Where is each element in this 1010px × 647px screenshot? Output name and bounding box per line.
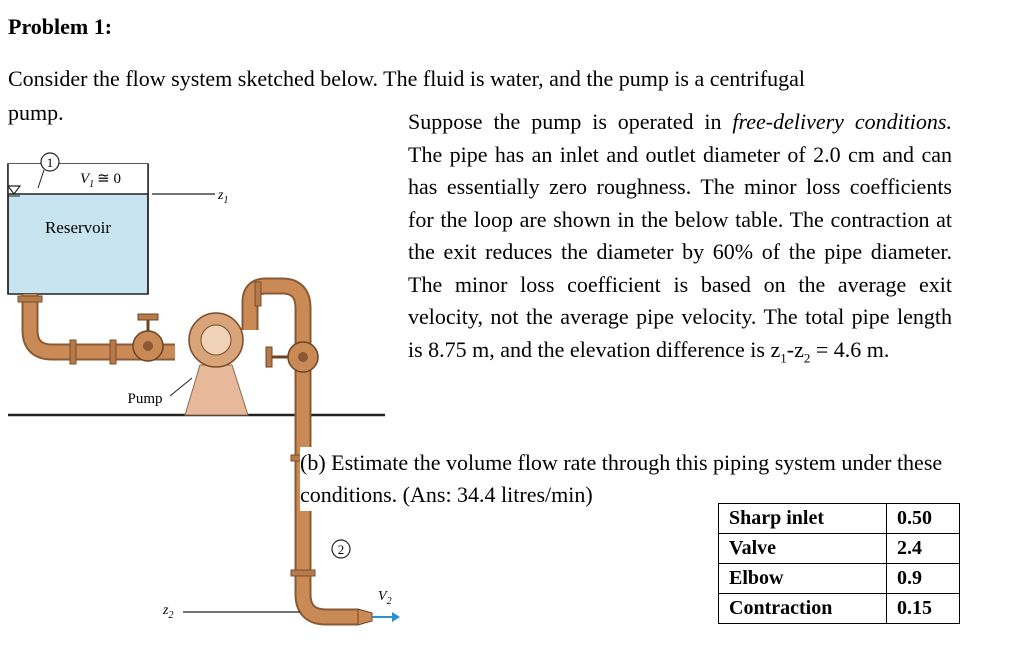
table-cell-item: Valve bbox=[719, 534, 887, 564]
para-text-1: Suppose the pump is operated in bbox=[408, 109, 733, 134]
table-cell-item: Sharp inlet bbox=[719, 504, 887, 534]
table-row bbox=[719, 534, 960, 564]
z1-label: $z_1$ bbox=[218, 188, 229, 206]
table-row bbox=[719, 564, 960, 594]
v2-label: $V_2$ bbox=[378, 589, 392, 607]
table-cell-k: 0.9 bbox=[887, 564, 960, 594]
table-cell-item: Contraction bbox=[719, 594, 887, 624]
z2-label: $z_2$ bbox=[163, 603, 174, 621]
reservoir-label: Reservoir bbox=[44, 218, 112, 237]
table-cell-k: 0.50 bbox=[887, 504, 960, 534]
v1-label: $V_1$ ≅ 0 bbox=[80, 171, 121, 190]
table-row bbox=[719, 504, 960, 534]
para-text-2: The pipe has an inlet and outlet diameter of 2.0 cm and can has essentially zero roughness. The minor loss coefficients for the loop are shown in the below table. The contraction at the exit reduces the diameter by 60% of the pipe diameter. The minor loss coefficient is based on the average exit velocity, not the average pipe velocity. The total pipe length is 8.75 m, and the elevation difference is bbox=[408, 141, 952, 362]
intro-text-line1: Consider the flow system sketched below. The fluid is water, and the pump is a centrifugal bbox=[8, 66, 806, 91]
table-cell-item: Elbow bbox=[719, 564, 887, 594]
flow-system-sketch bbox=[0, 140, 400, 640]
point2-label: 2 bbox=[337, 542, 345, 557]
loss-coefficient-table bbox=[718, 503, 960, 624]
table-row bbox=[719, 594, 960, 624]
problem-title: Problem 1: bbox=[8, 14, 113, 39]
para-italic: free-delivery conditions. bbox=[732, 109, 952, 134]
problem-description: Suppose the pump is operated in free-delivery conditions. The pipe has an inlet and outlet diameter of 2.0 cm and can has essentially zero roughness. The minor loss coefficients for the loop are shown in the below table. The contraction at the exit reduces the diameter by 60% of the pipe diameter. The minor loss coefficient is based on the average exit velocity, not the average pipe velocity. The total pipe length is 8.75 m, and the elevation difference is $z_1-z_2 = 4.6$ m. bbox=[408, 109, 952, 365]
question-b: (b) Estimate the volume flow rate through this piping system under these conditions. (Ans: 34.4 litres/min) bbox=[300, 447, 1000, 511]
table-cell-k: 0.15 bbox=[887, 594, 960, 624]
point1-label: 1 bbox=[46, 155, 54, 170]
pump-label: Pump bbox=[127, 391, 163, 407]
table-cell-k: 2.4 bbox=[887, 534, 960, 564]
pump-base bbox=[185, 365, 248, 415]
exit-contraction bbox=[358, 609, 372, 625]
intro-text-line2: pump. bbox=[8, 100, 64, 125]
